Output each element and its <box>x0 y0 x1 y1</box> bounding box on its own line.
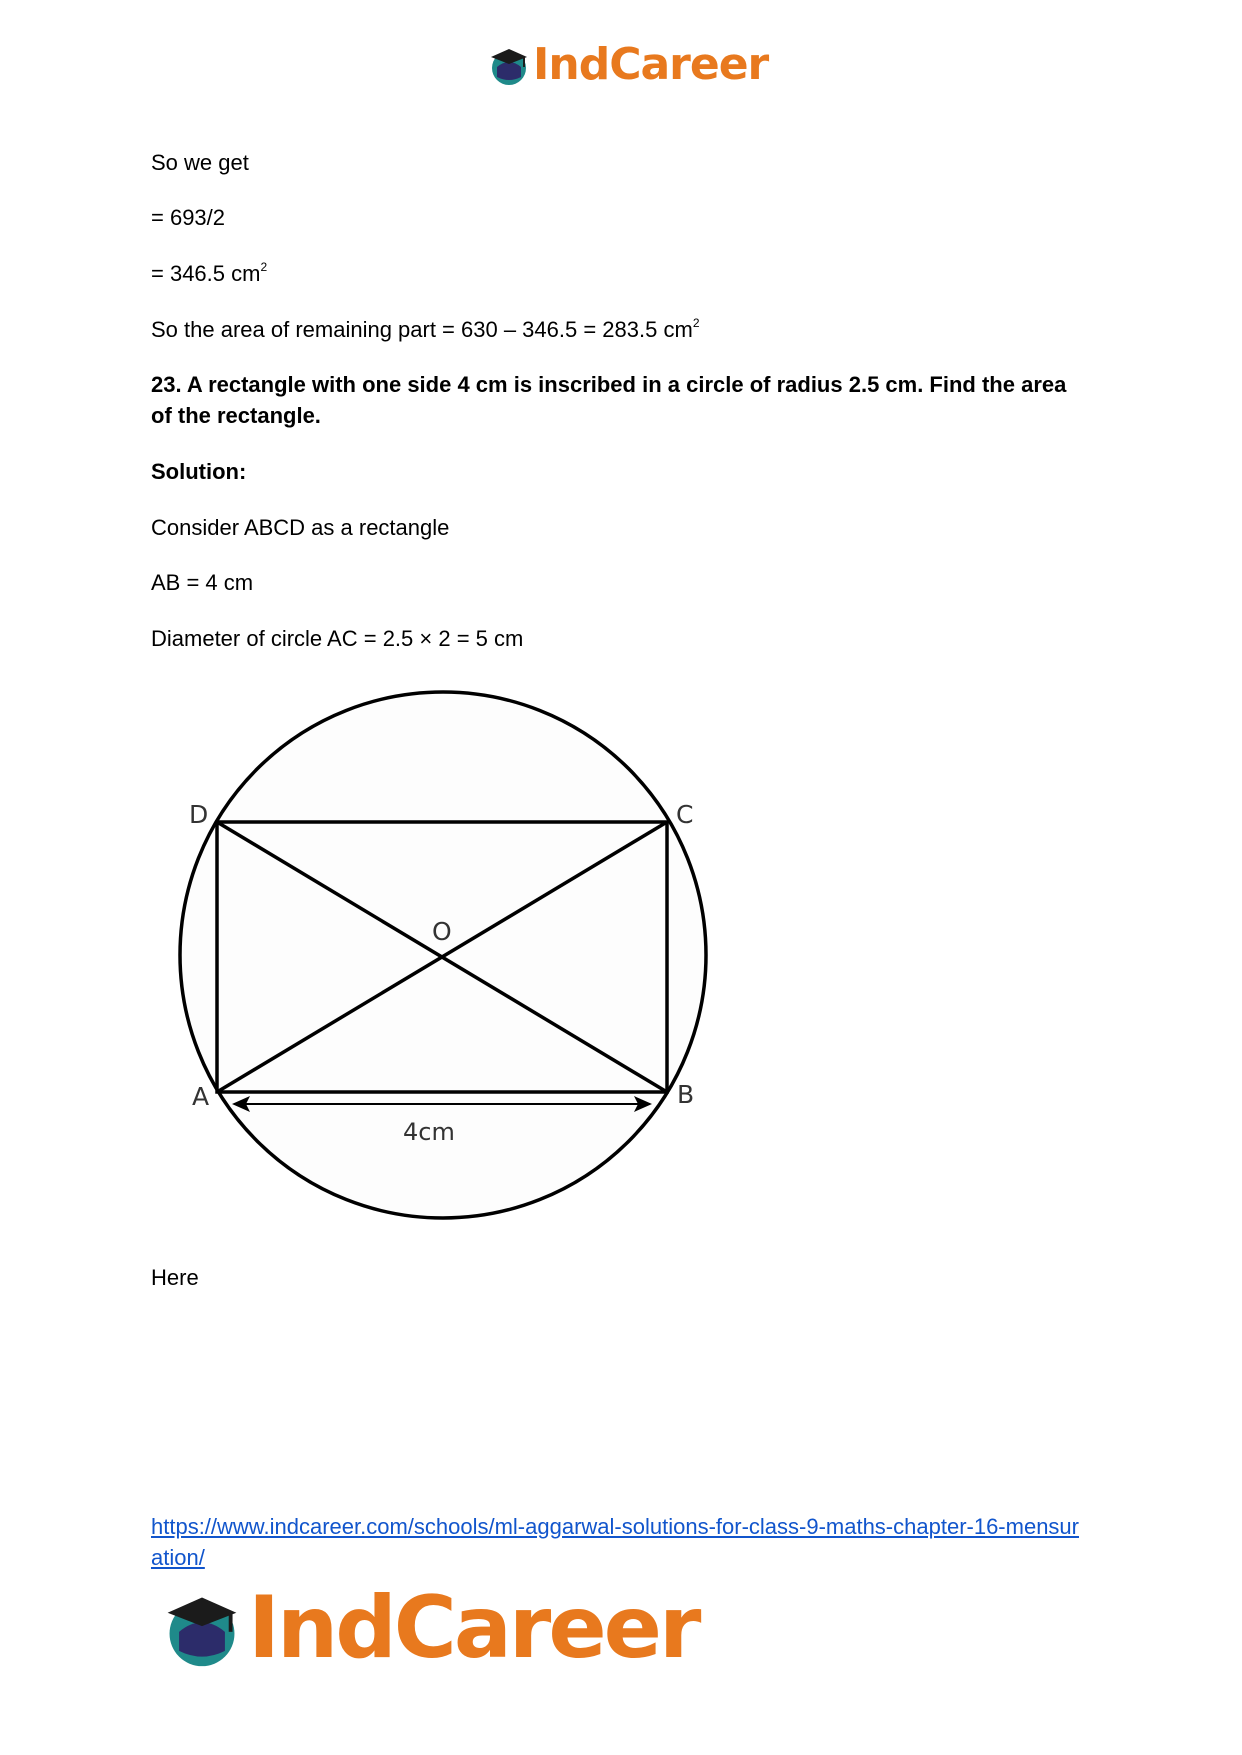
header-logo <box>487 40 768 90</box>
superscript: 2 <box>260 260 268 274</box>
logo-text: IndCareer <box>533 39 769 90</box>
text-remaining-area-value: So the area of remaining part = 630 – 346.5 = 283.5 cm <box>151 317 693 342</box>
superscript: 2 <box>692 316 700 330</box>
label-d: D <box>189 800 209 829</box>
text-346-5-value: = 346.5 cm <box>151 261 261 286</box>
text-here: Here <box>151 1265 199 1290</box>
logo-text: IndCareer <box>248 1578 699 1678</box>
graduation-globe-icon <box>487 43 531 87</box>
text-ab-4cm: AB = 4 cm <box>151 570 254 595</box>
text-so-we-get: So we get <box>151 150 249 175</box>
text-consider-abcd: Consider ABCD as a rectangle <box>151 515 450 540</box>
label-4cm: 4cm <box>403 1118 455 1146</box>
label-o: O <box>432 917 452 946</box>
text-346-5 <box>151 258 267 289</box>
text-693-over-2: = 693/2 <box>151 205 226 230</box>
label-b: B <box>677 1080 695 1109</box>
label-c: C <box>676 800 694 829</box>
text-remaining-area <box>151 314 700 345</box>
graduation-globe-icon <box>160 1586 244 1670</box>
question-23: 23. A rectangle with one side 4 cm is inscribed in a circle of radius 2.5 cm. Find the area of the rectangle. <box>151 372 1067 428</box>
rectangle-in-circle-diagram <box>170 683 720 1228</box>
source-link[interactable]: https://www.indcareer.com/schools/ml-aggarwal-solutions-for-class-9-maths-chapter-16-mensuration/ <box>151 1514 1079 1570</box>
footer-logo <box>160 1578 699 1678</box>
label-a: A <box>192 1082 210 1111</box>
solution-label: Solution: <box>151 459 247 484</box>
text-diameter: Diameter of circle AC = 2.5 × 2 = 5 cm <box>151 626 524 651</box>
